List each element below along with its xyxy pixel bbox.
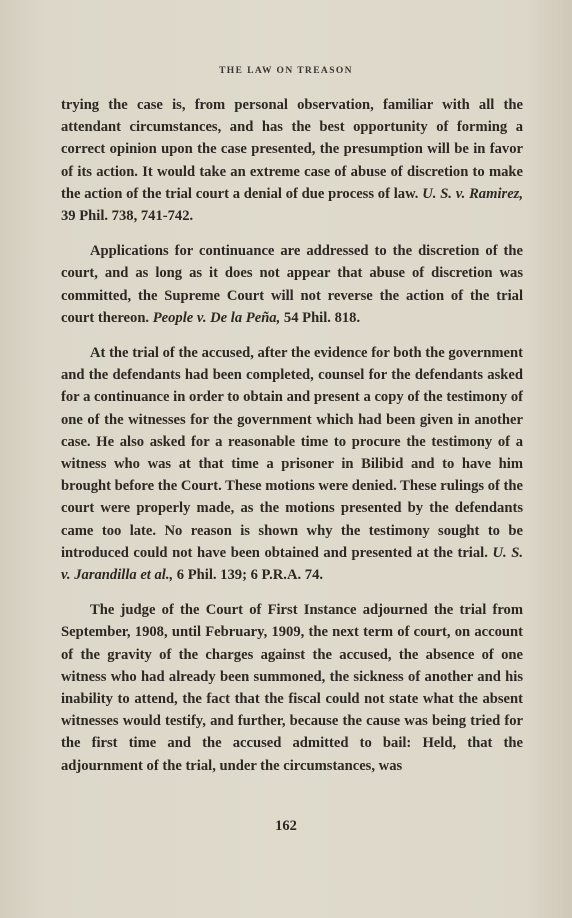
text-run: The judge of the Court of First Instance adjourned the trial from September, 1908, until February, 1909, the next term of court, on account of the gravity of the charges against the accused, the absence of one witness who had already been summoned, the sickness of another and his inability to attend, the fact that the fiscal could not state what the absent witnesses would testify, and further, because the cause was being tried for the first time and the accused admitted to bail: Held, that the adjournment of the trial, under the circumstances, was xyxy=(61,602,523,774)
paragraph xyxy=(61,342,523,586)
text-run: 54 Phil. 818. xyxy=(280,309,361,326)
page-number: 162 xyxy=(275,818,297,834)
case-citation: People v. De la Peña, xyxy=(152,309,281,326)
case-citation: U. S. v. Ramirez, xyxy=(422,185,523,202)
text-run: Applications for continuance are addressed to the discretion of the court, and as long as it does not appear that abuse of discretion was committed, the Supreme Court will not reverse the action of the trial court thereon. xyxy=(61,243,523,326)
running-head: THE LAW ON TREASON xyxy=(219,66,353,76)
case-citation: U. S. v. Jarandilla et al., xyxy=(61,544,523,584)
text-run: At the trial of the accused, after the evidence for both the government and the defendants had been completed, counsel for the defendants asked for a continuance in order to obtain and present a copy of the testimony of one of the witnesses for the government which had been given in another case. He also asked for a reasonable time to procure the testimony of a witness who was at that time a prisoner in Bilibid and to have him brought before the Court. These motions were denied. These rulings of the court were properly made, as the motions presented by the defendants came too late. No reason is shown why the testimony sought to be introduced could not have been obtained and presented at the trial. xyxy=(61,345,524,561)
paragraph xyxy=(61,599,523,777)
text-run: 6 Phil. 139; 6 P.R.A. 74. xyxy=(173,567,324,584)
text-run: 39 Phil. 738, 741-742. xyxy=(61,208,194,225)
text-run: trying the case is, from personal observation, familiar with all the attendant circumstances, and has the best opportunity of forming a correct opinion upon the case presented, the presumption will be in favor of its action. It would take an extreme case of abuse of discretion to make the action of the trial court a denial of due process of law. xyxy=(61,97,523,202)
body-text xyxy=(61,94,523,790)
paragraph-continuation xyxy=(61,94,523,227)
paragraph xyxy=(61,240,523,329)
